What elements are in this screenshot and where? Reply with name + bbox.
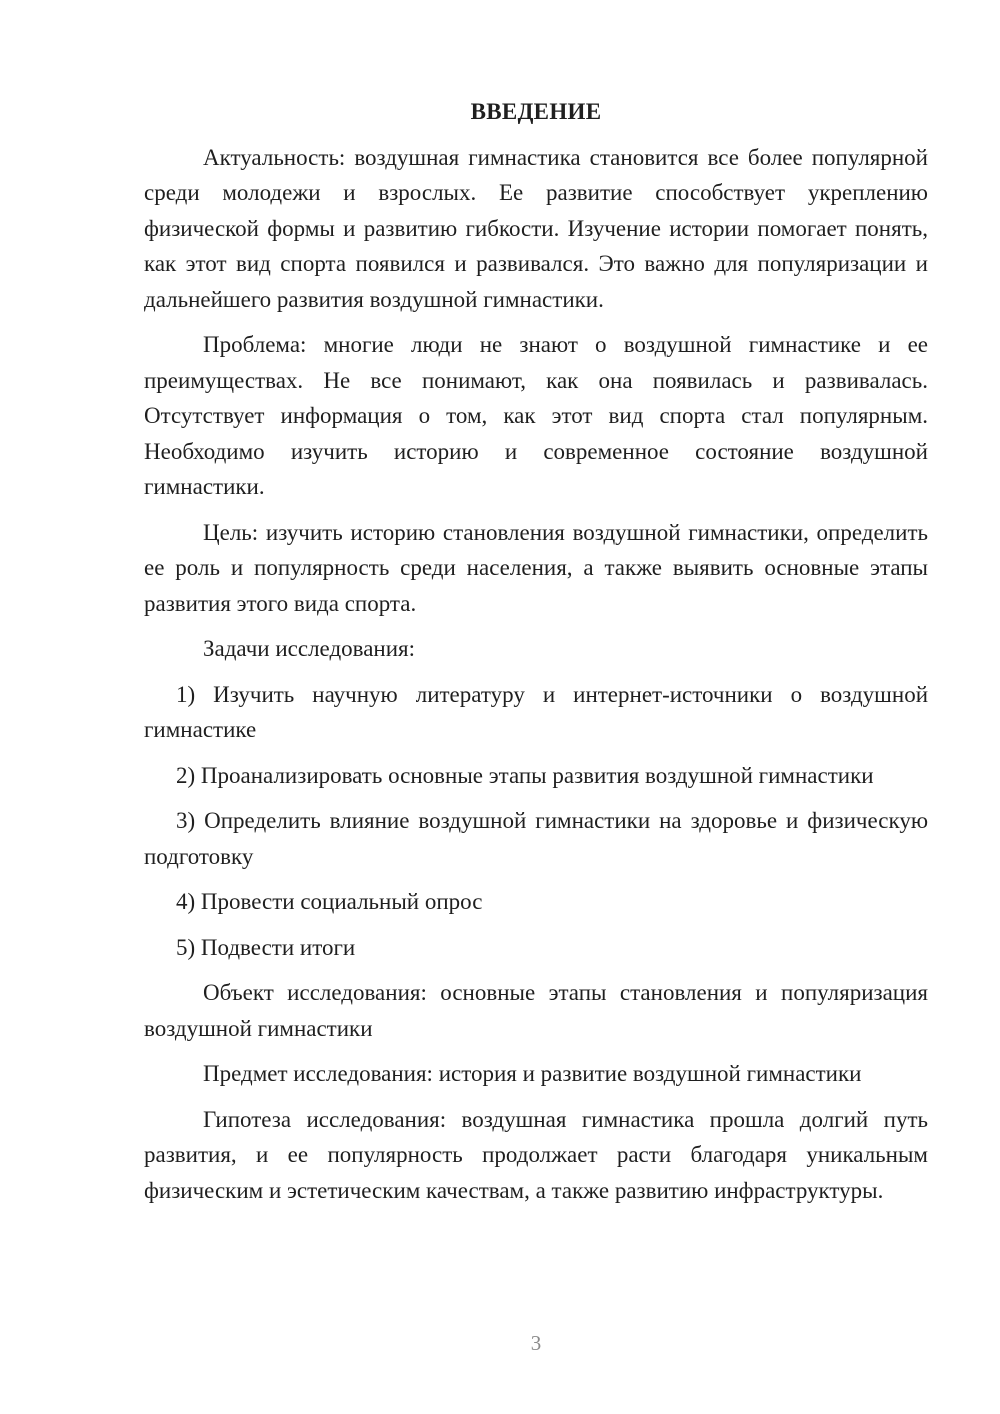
section-title: ВВЕДЕНИЕ [470, 99, 602, 124]
paragraph-relevance: Актуальность: воздушная гимнастика становится все более популярной среди молодежи и взрослых. Ее развитие способствует укреплению физической формы и развитию гибкости. Изучение истории помогает понять, как этот вид спорта появился и развивался. Это важно для популяризации и дальнейшего развития воздушной гимнастики. [144, 144, 928, 312]
tasks-heading: Задачи исследования: [203, 636, 416, 661]
paragraph-subject: Предмет исследования: история и развитие воздушной гимнастики [203, 1061, 862, 1086]
task-item-2: 2) Проанализировать основные этапы развития воздушной гимнастики [176, 762, 874, 788]
task-item-3: 3) Определить влияние воздушной гимнастики на здоровье и физическую подготовку [144, 808, 928, 869]
task-item-1: 1) Изучить научную литературу и интернет-источники о воздушной гимнастике [144, 681, 928, 742]
paragraph-problem: Проблема: многие люди не знают о воздушной гимнастике и ее преимуществах. Не все понимают, как она появилась и развивалась. Отсутствует информация о том, как этот вид спорта стал популярным. Необходимо изучить историю и современное состояние воздушной гимнастики. [144, 332, 928, 499]
task-item-5: 5) Подвести итоги [176, 934, 356, 960]
task-item-4: 4) Провести социальный опрос [176, 889, 483, 914]
paragraph-goal: Цель: изучить историю становления воздушной гимнастики, определить ее роль и популярность среди населения, а также выявить основные этапы развития этого вида спорта. [144, 519, 928, 616]
page-number: 3 [530, 1331, 542, 1355]
document-page [144, 94, 928, 1218]
paragraph-object: Объект исследования: основные этапы становления и популяризация воздушной гимнастики [144, 980, 928, 1041]
paragraph-hypothesis: Гипотеза исследования: воздушная гимнастика прошла долгий путь развития, и ее популярность продолжает расти благодаря уникальным физическим и эстетическим качествам, а также развитию инфраструктуры. [144, 1106, 928, 1203]
